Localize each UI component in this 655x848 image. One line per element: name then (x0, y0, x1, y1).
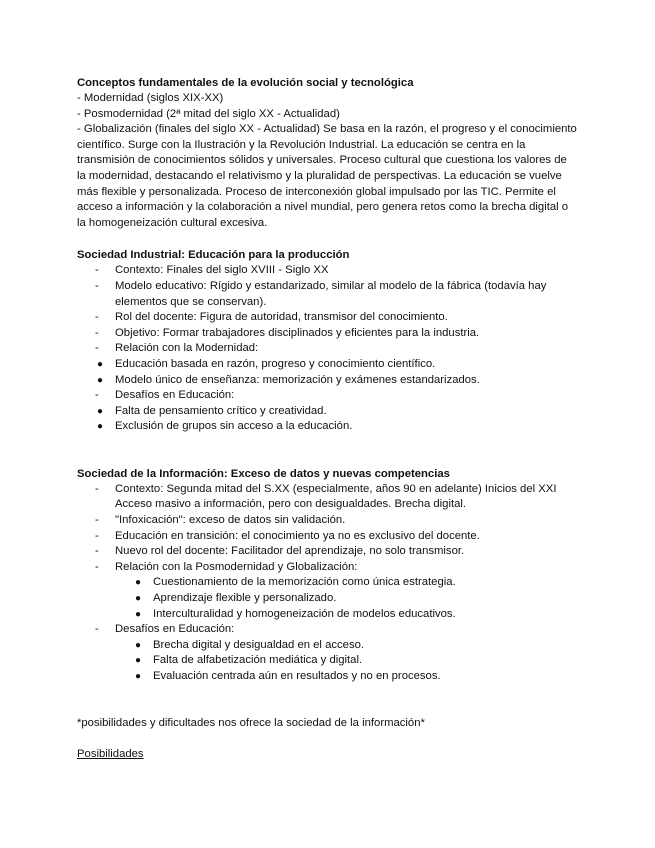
informacion-sub-list-1 (77, 575, 577, 622)
bullet-marker: ● (97, 358, 104, 370)
list-item: - "Infoxicación": exceso de datos sin validación. (77, 513, 577, 529)
document-page (77, 75, 577, 763)
list-item: ● Evaluación centrada aún en resultados y no en procesos. (77, 669, 577, 685)
list-item: - Contexto: Finales del siglo XVIII - Siglo XX (77, 263, 577, 279)
bullet-marker: ● (97, 374, 104, 386)
informacion-sub-list-2 (77, 638, 577, 685)
informacion-dash-desafios (77, 622, 577, 638)
dash-marker: - (95, 545, 99, 558)
list-item: ● Interculturalidad y homogeneización de modelos educativos. (77, 607, 577, 623)
list-item: ● Brecha digital y desigualdad en el acceso. (77, 638, 577, 654)
dash-marker: - (95, 311, 99, 324)
list-item: ● Falta de alfabetización mediática y digital. (77, 653, 577, 669)
bullet-marker: ● (97, 405, 104, 417)
dash-marker: - (95, 514, 99, 527)
section-title-sociedad-informacion: Sociedad de la Información: Exceso de datos y nuevas competencias (77, 467, 450, 480)
dash-marker: - (95, 264, 99, 277)
list-item: ● Modelo único de enseñanza: memorización y exámenes estandarizados. (77, 373, 577, 389)
bullet-marker: ● (135, 639, 142, 651)
bullet-marker: ● (135, 608, 142, 620)
list-item: - Objetivo: Formar trabajadores disciplinados y eficientes para la industria. (77, 326, 577, 342)
paragraph-globalizacion: - Globalización (finales del siglo XX - Actualidad) Se basa en la razón, el progreso y el conocimiento científico. Surge con la Ilustración y la Revolución Industrial. La educación se centra en la transmisión de conocimientos sólidos y universales. Proceso cultural que cuestiona los valores de la modernidad, destacando el relativismo y la pluralidad de perspectivas. La educación se vuelve más flexible y personalizada. Proceso de interconexión global impulsado por las TIC. Permite el acceso a información y la colaboración a nivel mundial, pero genera retos como la brecha digital o la homogeneización cultural excesiva. (77, 123, 577, 229)
section-title-conceptos: Conceptos fundamentales de la evolución social y tecnológica (77, 77, 414, 89)
informacion-dash-list (77, 482, 577, 576)
list-item: ● Aprendizaje flexible y personalizado. (77, 591, 577, 607)
line-posmodernidad: - Posmodernidad (2ª mitad del siglo XX - Actualidad) (77, 107, 340, 120)
dash-marker: - (95, 389, 99, 402)
list-item: - Desafíos en Educación: (77, 388, 577, 404)
bullet-marker: ● (135, 671, 142, 682)
bullet-marker: ● (135, 593, 142, 605)
dash-marker: - (95, 279, 99, 292)
bullet-marker: ● (135, 655, 142, 667)
list-item: - Relación con la Posmodernidad y Globalización: (77, 560, 577, 576)
industrial-dash-desafios (77, 388, 577, 404)
section-title-sociedad-industrial: Sociedad Industrial: Educación para la producción (77, 249, 350, 262)
list-item: - Educación en transición: el conocimiento ya no es exclusivo del docente. (77, 529, 577, 545)
posibilidades-heading: Posibilidades (77, 748, 144, 761)
industrial-bullet-list-1 (77, 357, 577, 388)
list-item: ● Falta de pensamiento crítico y creatividad. (77, 404, 577, 420)
dash-marker: - (95, 529, 99, 542)
dash-marker: - (95, 326, 99, 339)
list-item: - Nuevo rol del docente: Facilitador del aprendizaje, no solo transmisor. (77, 544, 577, 560)
list-item: - Modelo educativo: Rígido y estandarizado, similar al modelo de la fábrica (todavía hay elementos que se conservan). (95, 279, 547, 308)
industrial-bullet-list-2 (77, 404, 577, 435)
note-text: *posibilidades y dificultades nos ofrece la sociedad de la información* (77, 716, 425, 729)
dash-marker: - (95, 623, 99, 636)
industrial-dash-list (77, 263, 577, 357)
dash-marker: - (95, 560, 99, 573)
bullet-marker: ● (97, 421, 104, 433)
list-item: - Desafíos en Educación: (77, 622, 577, 638)
list-item: ● Educación basada en razón, progreso y conocimiento científico. (77, 357, 577, 373)
list-item: - Rol del docente: Figura de autoridad, transmisor del conocimiento. (77, 310, 577, 326)
list-item: ● Exclusión de grupos sin acceso a la educación. (77, 419, 577, 435)
list-item: - Relación con la Modernidad: (77, 341, 577, 357)
dash-marker: - (95, 342, 99, 355)
list-item: - Contexto: Segunda mitad del S.XX (especialmente, años 90 en adelante) Inicios del XXI Acceso masivo a información, pero con desigualdades. Brecha digital. (95, 482, 557, 511)
bullet-marker: ● (135, 577, 142, 589)
line-modernidad: - Modernidad (siglos XIX-XX) (77, 92, 224, 104)
dash-marker: - (95, 482, 99, 495)
list-item: ● Cuestionamiento de la memorización como única estrategia. (77, 575, 577, 591)
